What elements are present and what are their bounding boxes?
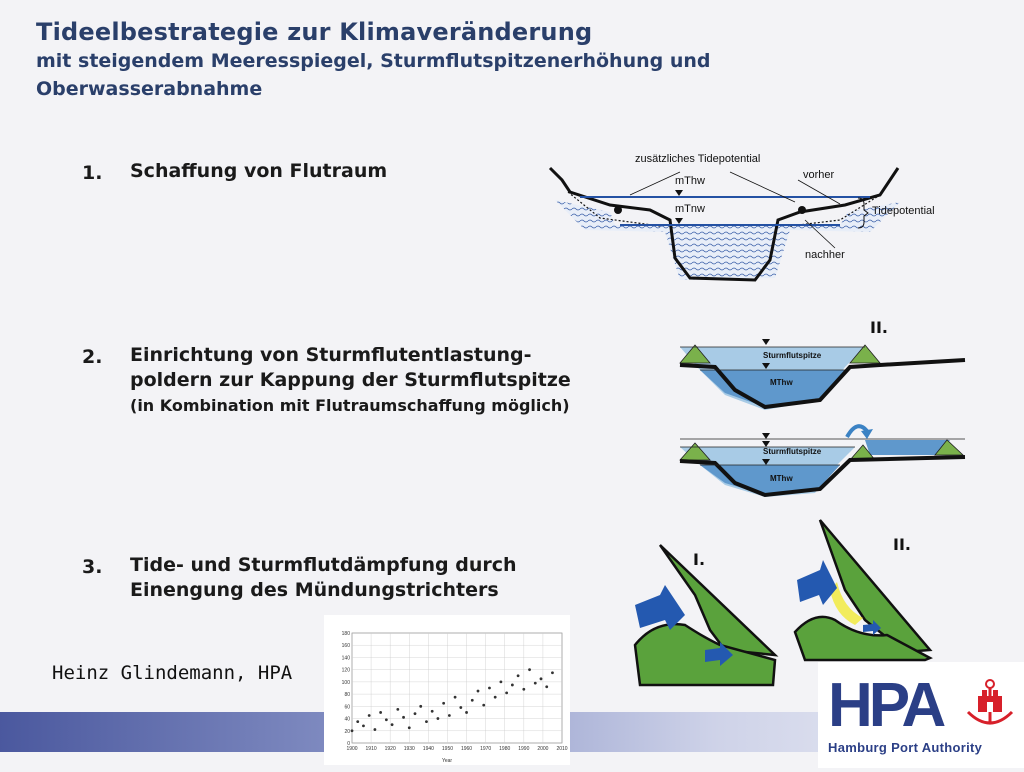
chart-ytick-label: 120 [341, 667, 350, 674]
chart-ytick-label: 20 [344, 728, 350, 735]
label-roman-2: II. [893, 535, 911, 554]
item-2-number: 2. [82, 346, 103, 368]
chart-xtick-label: 1980 [499, 746, 511, 752]
label-tidepotential: Tidepotential [872, 205, 935, 217]
item-3-number: 3. [82, 556, 103, 578]
label-mthw-upper: MThw [770, 378, 793, 387]
chart-point [396, 708, 399, 711]
author-name: Heinz Glindemann, HPA [52, 662, 293, 684]
chart-point [374, 728, 377, 731]
chart-point [454, 696, 457, 699]
chart-point [442, 702, 445, 705]
diagram-flood-space [540, 140, 970, 290]
chart-point [517, 674, 520, 677]
chart-ytick-label: 160 [341, 643, 350, 650]
chart-point [402, 716, 405, 719]
label-roman-1: I. [693, 550, 706, 569]
chart-frame [352, 633, 562, 743]
chart-xtick-label: 1970 [480, 746, 492, 752]
label-after: nachher [805, 249, 845, 261]
chart-point [356, 720, 359, 723]
label-mthw: mThw [675, 175, 705, 187]
chart-point [551, 671, 554, 674]
chart-point [528, 668, 531, 671]
label-additional-potential: zusätzliches Tidepotential [635, 153, 761, 165]
chart-ytick-label: 80 [344, 692, 350, 699]
chart-xtick-label: 1900 [346, 746, 358, 752]
item-2-note: (in Kombination mit Flutraumschaffung möglich) [130, 396, 570, 415]
chart-point [522, 688, 525, 691]
chart-xtick-label: 2010 [556, 746, 568, 752]
slide-subtitle-line-1: mit steigendem Meeresspiegel, Sturmflutspitzenerhöhung und [36, 50, 711, 72]
chart-point [545, 685, 548, 688]
chart-point [482, 704, 485, 707]
mthw-marker-icon [675, 190, 683, 196]
chart-point [494, 696, 497, 699]
chart-xtick-label: 1930 [403, 746, 415, 752]
chart-point [477, 690, 480, 693]
chart-point [425, 720, 428, 723]
chart-point [459, 706, 462, 709]
item-1-text: Schaffung von Flutraum [130, 160, 388, 182]
chart-point [511, 684, 514, 687]
item-2-line-1: Einrichtung von Sturmflutentlastung- [130, 344, 532, 366]
label-storm-peak-upper: Sturmflutspitze [763, 351, 822, 360]
chart-ytick-label: 100 [341, 679, 350, 686]
chart-x-label: Year [441, 758, 453, 764]
chart-xtick-label: 1990 [518, 746, 530, 752]
chart-ytick-label: 60 [344, 704, 350, 711]
point-right [798, 206, 806, 214]
chart-ytick-label: 140 [341, 655, 350, 662]
logo-mark: HPA [828, 671, 943, 740]
label-roman-2-upper: II. [870, 318, 888, 337]
chart-xtick-label: 1910 [365, 746, 377, 752]
chart-point [534, 682, 537, 685]
chart-point [540, 677, 543, 680]
chart-point [465, 711, 468, 714]
chart-point [408, 726, 411, 729]
chart-xtick-label: 2000 [537, 746, 549, 752]
chart-xtick-label: 1950 [441, 746, 454, 752]
label-mthw-lower: MThw [770, 474, 793, 483]
item-1-number: 1. [82, 162, 103, 184]
chart-point [414, 712, 417, 715]
chart-point [362, 724, 365, 727]
chart-ytick-label: 180 [341, 631, 350, 637]
chart-point [368, 714, 371, 717]
chart-point [419, 705, 422, 708]
chart-point [437, 717, 440, 720]
chart-point [500, 680, 503, 683]
chart-point [448, 714, 451, 717]
chart-ytick-label: 40 [344, 716, 350, 723]
diagram-polder [675, 315, 975, 505]
slide-title: Tideelbestrategie zur Klimaveränderung [36, 18, 593, 46]
item-2-line-2: poldern zur Kappung der Sturmflutspitze [130, 369, 571, 391]
chart-point [385, 718, 388, 721]
scatter-chart [324, 615, 570, 765]
chart-point [505, 691, 508, 694]
mtnw-marker-icon [675, 218, 683, 224]
inflow-arrow-right-icon [797, 560, 837, 605]
chart-point [391, 723, 394, 726]
chart-xtick-label: 1920 [384, 746, 396, 752]
chart-xtick-label: 1960 [460, 746, 473, 752]
chart-point [379, 711, 382, 714]
slide-subtitle-line-2: Oberwasserabnahme [36, 78, 263, 100]
item-3-line-1: Tide- und Sturmflutdämpfung durch [130, 554, 517, 576]
label-mtnw: mTnw [675, 203, 705, 215]
water-area [555, 200, 900, 280]
chart-xtick-label: 1940 [422, 746, 434, 752]
logo-name: Hamburg Port Authority [828, 740, 983, 755]
chart-point [351, 729, 354, 732]
chart-ytick-label: 0 [347, 741, 350, 747]
chart-point [488, 687, 491, 690]
label-before: vorher [803, 169, 835, 181]
item-3-line-2: Einengung des Mündungstrichters [130, 579, 499, 601]
chart-point [431, 710, 434, 713]
point-left [614, 206, 622, 214]
label-storm-peak-lower: Sturmflutspitze [763, 447, 822, 456]
anchor-emblem-icon [968, 680, 1012, 723]
chart-point [471, 699, 474, 702]
